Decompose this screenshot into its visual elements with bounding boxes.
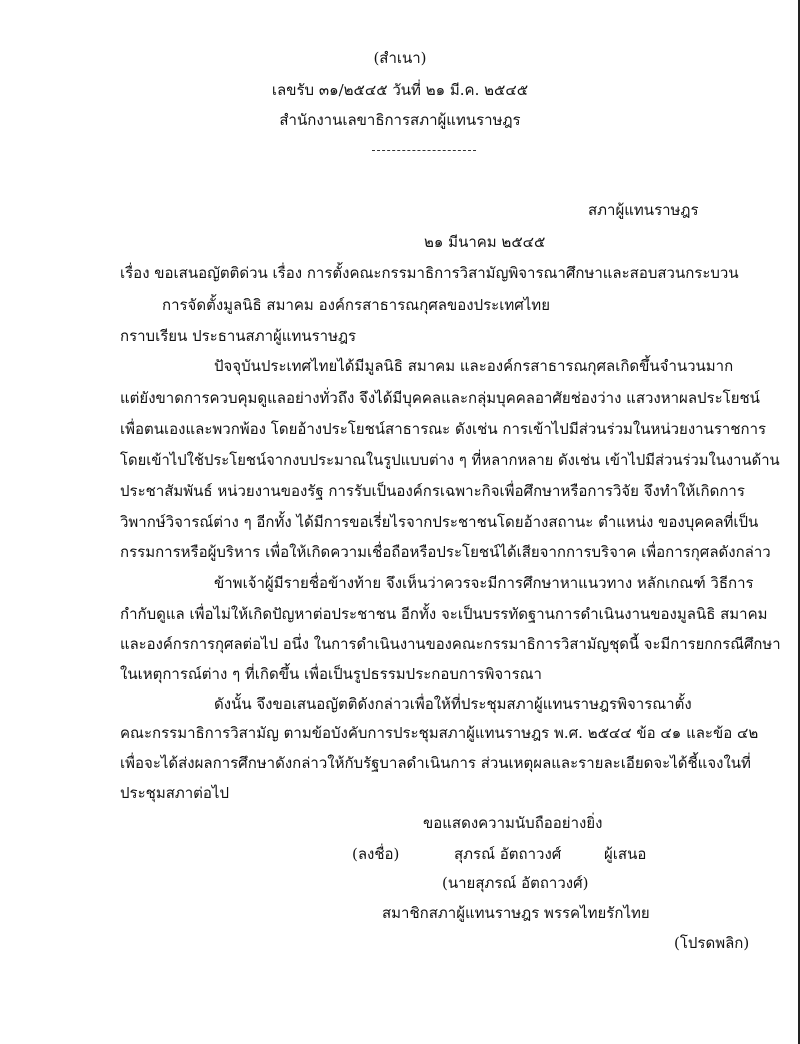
paragraph-line: เพื่อจะได้ส่งผลการศึกษาดังกล่าวให้กับรัฐบาลดำเนินการ ส่วนเหตุผลและรายละเอียดจะได้ชี้แจงในที่ [120,754,751,772]
signer-full-name: (นายสุภรณ์ อัตถาวงศ์) [442,874,589,892]
page-turn-note: (โปรดพลิก) [674,934,750,952]
paragraph-line: ดังนั้น จึงขอเสนอญัตติดังกล่าวเพื่อให้ที่ประชุมสภาผู้แทนราษฎรพิจารณาตั้ง [214,695,692,713]
copy-mark: (สำเนา) [373,49,427,67]
signer-name: สุภรณ์ อัตถาวงศ์ [454,845,562,863]
receiving-office: สำนักงานเลขาธิการสภาผู้แทนราษฎร [279,111,521,129]
paragraph-line: ประชุมสภาต่อไป [120,784,229,802]
header-separator [372,150,476,151]
subject-line: การจัดตั้งมูลนิธิ สมาคม องค์กรสาธารณกุศลของประเทศไทย [162,296,550,314]
signer-role: ผู้เสนอ [604,845,647,863]
paragraph-line: กำกับดูแล เพื่อไม่ให้เกิดปัญหาต่อประชาชน อีกทั้ง จะเป็นบรรทัดฐานการดำเนินงานของมูลนิธิ สมาคม [120,605,768,623]
salutation: กราบเรียน ประธานสภาผู้แทนราษฎร [120,327,357,345]
paragraph-line: ประชาสัมพันธ์ หน่วยงานของรัฐ การรับเป็นองค์กรเฉพาะกิจเพื่อศึกษาหรือการวิจัย จึงทำให้เกิดการ [120,482,745,500]
letter-date: ๒๑ มีนาคม ๒๕๔๕ [424,233,546,251]
paragraph-line: วิพากษ์วิจารณ์ต่าง ๆ อีกทั้ง ได้มีการขอเรี่ยไรจากประชาชนโดยอ้างสถานะ ตำแหน่ง ของบุคคลที่เป็น [120,513,759,531]
paragraph-line: คณะกรรมาธิการวิสามัญ ตามข้อบังคับการประชุมสภาผู้แทนราษฎร พ.ศ. ๒๕๔๔ ข้อ ๔๑ และข้อ ๔๒ [120,724,759,742]
receipt-number: เลขรับ ๓๑/๒๕๔๕ วันที่ ๒๑ มี.ค. ๒๕๔๕ [271,81,529,99]
paragraph-line: และองค์กรการกุศลต่อไป อนึ่ง ในการดำเนินงานของคณะกรรมาธิการวิสามัญชุดนี้ จะมีการยกกรณีศึกษา [120,635,781,653]
paragraph-line: ในเหตุการณ์ต่าง ๆ ที่เกิดขึ้น เพื่อเป็นรูปธรรมประกอบการพิจารณา [120,665,542,683]
paragraph-line: ปัจจุบันประเทศไทยได้มีมูลนิธิ สมาคม และองค์กรสาธารณกุศลเกิดขึ้นจำนวนมาก [214,357,734,375]
subject-line: เรื่อง ขอเสนอญัตติด่วน เรื่อง การตั้งคณะกรรมาธิการวิสามัญพิจารณาศึกษาและสอบสวนกระบวน [120,264,739,282]
paragraph-line: กรรมการหรือผู้บริหาร เพื่อให้เกิดความเชื่อถือหรือประโยชน์ได้เสียจากการบริจาค เพื่อการกุศลดังกล่าว [120,543,771,561]
letter-origin: สภาผู้แทนราษฎร [588,201,699,219]
paragraph-line: โดยเข้าไปใช้ประโยชน์จากงบประมาณในรูปแบบต่าง ๆ ที่หลากหลาย ดังเช่น เข้าไปมีส่วนร่วมในงานด้าน [120,451,780,469]
signer-position: สมาชิกสภาผู้แทนราษฎร พรรคไทยรักไทย [382,904,650,922]
sign-label: (ลงชื่อ) [352,845,400,863]
paragraph-line: ข้าพเจ้าผู้มีรายชื่อข้างท้าย จึงเห็นว่าควรจะมีการศึกษาหาแนวทาง หลักเกณฑ์ วิธีการ [214,574,754,592]
paragraph-line: แต่ยังขาดการควบคุมดูแลอย่างทั่วถึง จึงได้มีบุคคลและกลุ่มบุคคลอาศัยช่องว่าง แสวงหาผลประโยชน์ [120,389,760,407]
paragraph-line: เพื่อตนเองและพวกพ้อง โดยอ้างประโยชน์สาธารณะ ดังเช่น การเข้าไปมีส่วนร่วมในหน่วยงานราชการ [120,420,767,438]
closing: ขอแสดงความนับถืออย่างยิ่ง [423,814,603,832]
